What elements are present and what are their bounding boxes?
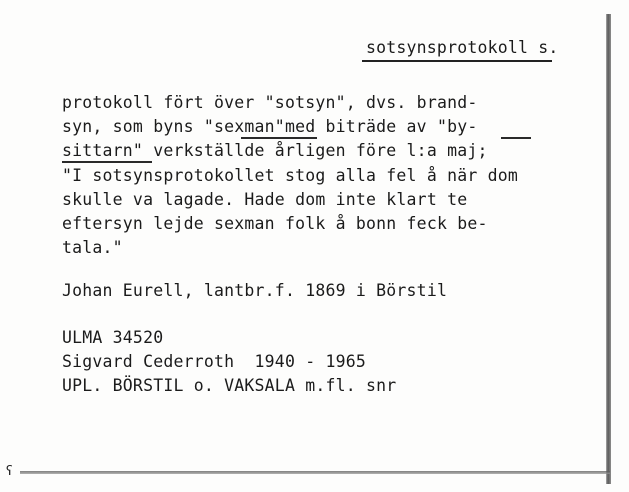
heading-underline [362,60,552,62]
body-line-6: eftersyn lejde sexman folk å bonn feck be- [62,214,488,233]
corner-mark: ʕ [6,464,13,479]
body-line-2: syn, som byns "sexman"med biträde av "by- [62,117,478,136]
card-heading: sotsynsprotokoll s. [366,38,559,57]
source-informant: Johan Eurell, lantbr.f. 1869 i Börstil [62,281,448,300]
underline-by [501,137,531,139]
body-line-4: "I sotsynsprotokollet stog alla fel å när dom [62,166,519,185]
underline-sittarn [62,161,152,163]
parish-line: UPL. BÖRSTIL o. VAKSALA m.fl. snr [62,376,397,395]
card-bottom-edge [20,471,610,474]
body-line-3: sittarn" verkställde årligen före l:a maj; [62,141,488,160]
body-line-7: tala." [62,238,123,257]
body-line-5: skulle va lagade. Hade dom inte klart te [62,190,468,209]
card-right-edge [606,14,611,484]
archive-number: ULMA 34520 [62,328,164,347]
collector-line: Sigvard Cederroth 1940 - 1965 [62,352,367,371]
body-line-1: protokoll fört över "sotsyn", dvs. brand- [62,93,478,112]
underline-sexman [241,137,317,139]
